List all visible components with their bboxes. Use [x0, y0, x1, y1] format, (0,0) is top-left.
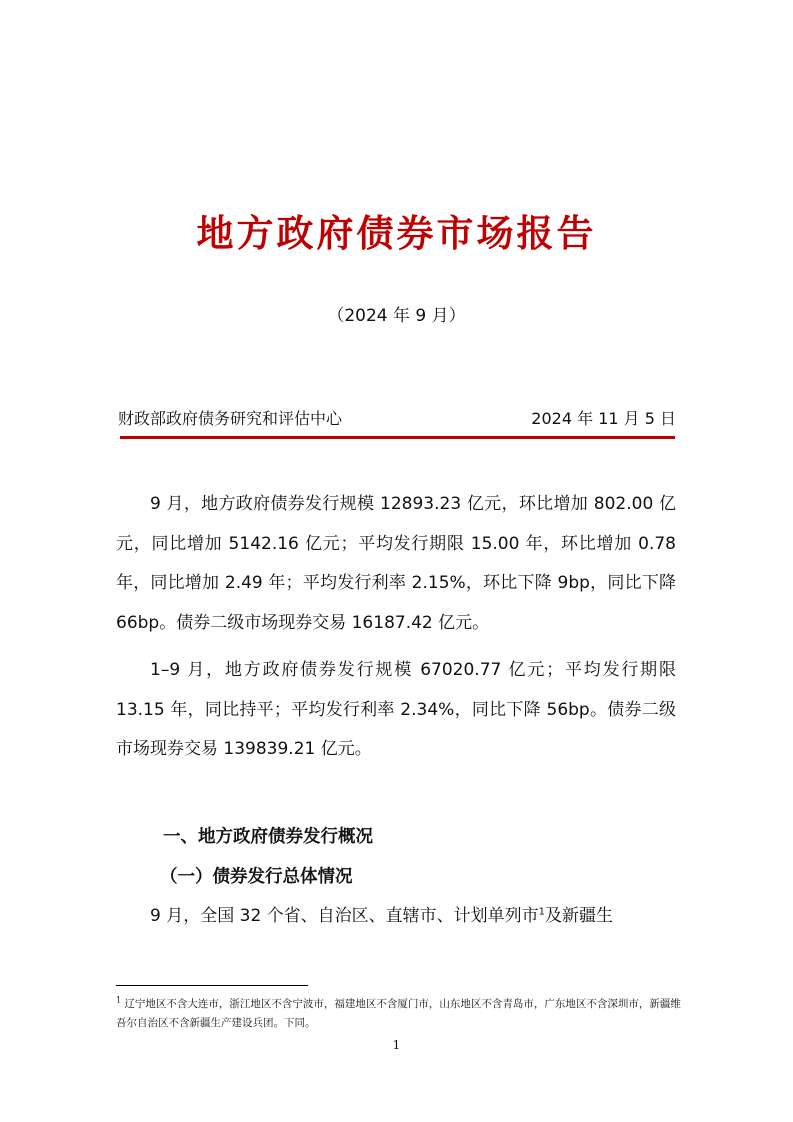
footnote-reference[interactable]: 1 — [538, 906, 546, 918]
summary-paragraph-september — [116, 485, 676, 643]
summary-paragraph-ytd — [116, 651, 676, 770]
section-paragraph — [116, 897, 676, 937]
report-period: （2024 年 9 月） — [327, 306, 466, 326]
paragraph-text-part: 及新疆生 — [545, 906, 614, 926]
publish-date: 2024 年 11 月 5 日 — [531, 409, 676, 428]
publisher-organization: 财政部政府债务研究和评估中心 — [118, 409, 343, 428]
footnote-marker: 1 — [116, 995, 122, 1005]
paragraph-text: 9 月，地方政府债券发行规模 12893.23 亿元，环比增加 802.00 亿元，同比增加 5142.16 亿元；平均发行期限 15.00 年，环比增加 0.78 年，同比增加 2.49 年；平均发行利率 2.15%，环比下降 9bp，同比下降 66bp。债券二级市场现券交易 16187.42 亿元。 — [116, 494, 676, 633]
footnote — [116, 995, 682, 1033]
section-heading: 一、地方政府债券发行概况 — [163, 827, 373, 847]
paragraph-text: 1–9 月，地方政府债券发行规模 67020.77 亿元；平均发行期限 13.15 年，同比持平；平均发行利率 2.34%，同比下降 56bp。债券二级市场现券交易 139839.21 亿元。 — [116, 660, 676, 759]
paragraph-text-part: 9 月，全国 32 个省、自治区、直辖市、计划单列市 — [150, 906, 539, 926]
report-title: 地方政府债券市场报告 — [196, 211, 597, 255]
subsection-heading: （一）债券发行总体情况 — [160, 867, 353, 887]
paragraph-text — [116, 897, 676, 937]
footnote-divider — [116, 985, 308, 986]
footnote-text: 辽宁地区不含大连市，浙江地区不含宁波市，福建地区不含厦门市，山东地区不含青岛市，广东地区不含深圳市，新疆维吾尔自治区不含新疆生产建设兵团。下同。 — [116, 998, 681, 1029]
page-number: 1 — [392, 1038, 401, 1052]
header-divider — [120, 436, 675, 439]
